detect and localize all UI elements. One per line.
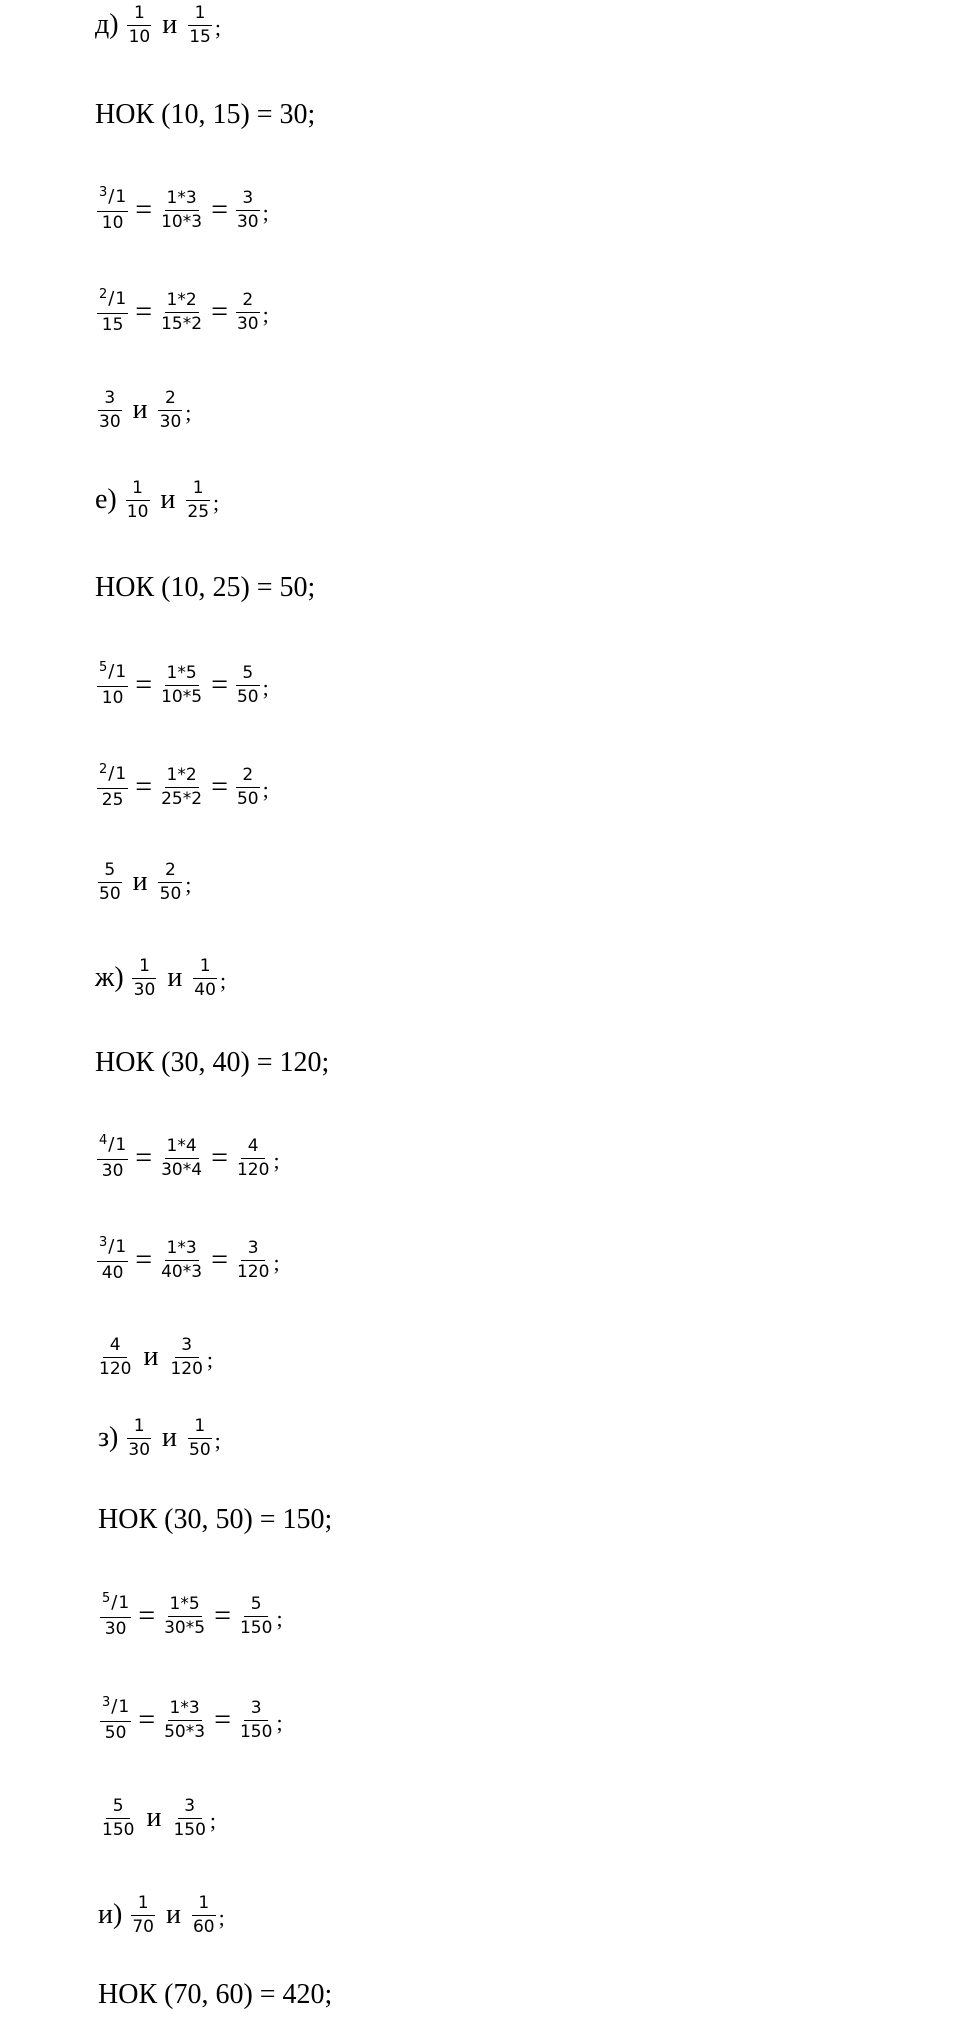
- fraction: [97, 660, 128, 708]
- lcm-text: НОК (30, 50) = 150;: [98, 1504, 333, 1535]
- fraction-numerator: 2: [236, 292, 260, 313]
- line-terminator: ;: [262, 302, 269, 327]
- fraction: [127, 2, 153, 47]
- fraction-denominator: 30: [159, 411, 182, 432]
- equals-sign: =: [211, 770, 228, 803]
- fraction-denominator: 30: [133, 979, 156, 1000]
- fraction: [187, 2, 213, 47]
- conversion-line: [98, 1590, 283, 1642]
- fraction: [97, 859, 123, 904]
- line-terminator: ;: [209, 1808, 217, 1833]
- fraction: [159, 289, 204, 334]
- fraction-denominator: 15: [189, 26, 211, 47]
- fraction-slash: /: [108, 763, 115, 784]
- lcm-text: НОК (10, 25) = 50;: [95, 572, 316, 603]
- equals-sign: =: [138, 1703, 156, 1736]
- fraction-denominator: 120: [170, 1358, 203, 1379]
- fraction-denominator: 25: [101, 790, 124, 810]
- fraction: [238, 1697, 274, 1742]
- fraction-denominator: 70: [132, 1916, 154, 1937]
- fraction-denominator: 50: [236, 788, 259, 809]
- fraction-denominator: 150: [173, 1819, 206, 1840]
- lcm-text: НОК (10, 15) = 30;: [95, 99, 316, 130]
- equals-sign: =: [135, 668, 153, 701]
- fraction: [97, 387, 123, 432]
- fraction-numerator: 1: [188, 1418, 212, 1439]
- fraction-numerator: 2: [236, 767, 260, 788]
- fraction: [158, 859, 184, 904]
- numerator-multiplier: 5: [102, 1591, 111, 1606]
- fraction: [171, 1795, 207, 1840]
- fraction: [235, 764, 261, 809]
- fraction: [235, 187, 261, 232]
- fraction-denominator: 10: [101, 213, 124, 233]
- line-terminator: ;: [185, 400, 192, 425]
- task-label: е): [95, 484, 117, 515]
- fraction: [130, 1892, 156, 1937]
- line-terminator: ;: [214, 15, 221, 40]
- fraction-denominator: 10*3: [161, 211, 203, 232]
- line-terminator: ;: [219, 968, 227, 993]
- fraction-numerator: 1: [126, 480, 150, 501]
- fraction: [168, 1334, 204, 1379]
- fraction-denominator: 50: [99, 883, 121, 904]
- equals-sign: =: [214, 1703, 231, 1736]
- fraction-numerator: 1: [193, 958, 217, 979]
- fraction-denominator: 15: [101, 315, 124, 335]
- numerator-value: 1: [118, 1697, 130, 1717]
- lcm-line: [95, 1037, 329, 1089]
- fraction-numerator: 2: [158, 390, 182, 411]
- fraction-denominator: 120: [236, 1261, 270, 1282]
- fraction-numerator: 3: [98, 390, 122, 411]
- fraction-numerator: 1*3: [168, 1700, 202, 1721]
- fraction: [162, 1697, 207, 1742]
- task-line: [95, 0, 221, 51]
- fraction-numerator: [97, 1235, 128, 1262]
- result-line: [95, 384, 191, 436]
- conjunction: и: [143, 1341, 159, 1372]
- fraction: [97, 1235, 128, 1283]
- fraction-numerator: [97, 287, 128, 314]
- fraction-denominator: 30*4: [161, 1159, 203, 1180]
- fraction-denominator: 120: [99, 1358, 132, 1379]
- fraction: [238, 1593, 274, 1638]
- equals-sign: =: [138, 1599, 156, 1632]
- fraction-numerator: [97, 762, 128, 789]
- fraction-denominator: 30: [104, 1619, 127, 1639]
- fraction: [187, 1415, 213, 1460]
- fraction-denominator: 50: [159, 883, 182, 904]
- conjunction: и: [167, 962, 183, 993]
- result-line: [95, 856, 191, 908]
- fraction-numerator: [97, 660, 128, 687]
- fraction-numerator: [100, 1591, 131, 1618]
- line-terminator: ;: [213, 490, 220, 515]
- numerator-multiplier: 5: [99, 660, 108, 675]
- result-line: [95, 1331, 213, 1383]
- fraction: [159, 187, 204, 232]
- fraction-numerator: 1: [132, 958, 156, 979]
- fraction-numerator: 4: [103, 1337, 127, 1358]
- line-terminator: ;: [262, 777, 269, 802]
- fraction-numerator: 1*4: [165, 1138, 199, 1159]
- fraction-numerator: 3: [241, 1240, 265, 1261]
- equals-sign: =: [135, 193, 153, 226]
- fraction: [235, 289, 261, 334]
- lcm-line: [98, 1969, 332, 2021]
- fraction-denominator: 150: [102, 1819, 135, 1840]
- fraction-denominator: 30*5: [164, 1617, 206, 1638]
- fraction-numerator: 5: [98, 862, 122, 883]
- fraction-slash: /: [108, 1236, 115, 1257]
- fraction-denominator: 25: [187, 501, 210, 522]
- numerator-value: 1: [115, 187, 127, 207]
- fraction: [185, 477, 211, 522]
- fraction-denominator: 15*2: [161, 313, 203, 334]
- fraction: [100, 1695, 131, 1743]
- fraction-numerator: 1: [186, 480, 210, 501]
- line-terminator: ;: [276, 1710, 283, 1735]
- lcm-line: [98, 1494, 332, 1546]
- equals-sign: =: [211, 1141, 228, 1174]
- numerator-value: 1: [115, 1135, 127, 1155]
- fraction-slash: /: [111, 1696, 118, 1717]
- fraction: [100, 1591, 131, 1639]
- numerator-value: 1: [115, 662, 127, 682]
- fraction-denominator: 50: [189, 1439, 211, 1460]
- conjunction: и: [162, 1422, 178, 1453]
- fraction: [132, 955, 158, 1000]
- conjunction: и: [165, 1899, 181, 1930]
- fraction-numerator: [100, 1695, 131, 1722]
- numerator-value: 1: [115, 1237, 127, 1257]
- equals-sign: =: [214, 1599, 231, 1632]
- fraction-numerator: 1*3: [165, 190, 199, 211]
- fraction-slash: /: [108, 288, 115, 309]
- fraction: [235, 1135, 271, 1180]
- numerator-value: 1: [115, 764, 127, 784]
- conversion-line: [95, 286, 269, 338]
- fraction: [192, 955, 218, 1000]
- task-label: д): [95, 9, 119, 40]
- fraction-denominator: 10*5: [161, 686, 203, 707]
- fraction-slash: /: [108, 1134, 115, 1155]
- fraction: [97, 762, 128, 810]
- conversion-line: [95, 1132, 280, 1184]
- conversion-line: [95, 659, 269, 711]
- fraction: [159, 1135, 204, 1180]
- conversion-line: [95, 1234, 280, 1286]
- task-label: з): [98, 1422, 119, 1453]
- fraction-numerator: 3: [175, 1337, 199, 1358]
- line-terminator: ;: [276, 1606, 283, 1631]
- fraction-numerator: 1: [188, 5, 212, 26]
- task-line: [95, 952, 226, 1004]
- fraction-numerator: 1: [127, 1418, 151, 1439]
- fraction-denominator: 40: [194, 979, 216, 1000]
- fraction-numerator: 1: [131, 1895, 155, 1916]
- fraction-numerator: 1: [127, 5, 151, 26]
- numerator-multiplier: 2: [99, 287, 108, 302]
- fraction-denominator: 50: [104, 1723, 127, 1743]
- fraction-denominator: 30: [101, 1161, 124, 1181]
- fraction-denominator: 30: [236, 211, 259, 232]
- conjunction: и: [160, 484, 176, 515]
- fraction: [126, 1415, 152, 1460]
- fraction-numerator: 2: [158, 862, 182, 883]
- fraction: [235, 1237, 271, 1282]
- fraction: [158, 387, 184, 432]
- fraction-denominator: 10: [126, 501, 149, 522]
- fraction-denominator: 150: [239, 1617, 273, 1638]
- numerator-multiplier: 3: [99, 1235, 108, 1250]
- fraction: [159, 1237, 204, 1282]
- fraction-numerator: 1*2: [165, 292, 199, 313]
- fraction-denominator: 50: [236, 686, 259, 707]
- fraction: [100, 1795, 136, 1840]
- fraction: [97, 1133, 128, 1181]
- fraction-denominator: 40*3: [161, 1261, 203, 1282]
- fraction-numerator: 1*5: [165, 665, 199, 686]
- fraction: [125, 477, 151, 522]
- fraction: [235, 662, 261, 707]
- fraction: [159, 764, 204, 809]
- fraction-numerator: 1*2: [165, 767, 199, 788]
- fraction-denominator: 120: [236, 1159, 270, 1180]
- line-terminator: ;: [214, 1428, 221, 1453]
- fraction-denominator: 60: [192, 1916, 215, 1937]
- conjunction: и: [132, 866, 148, 897]
- fraction-numerator: 3: [178, 1798, 202, 1819]
- fraction-numerator: 5: [106, 1798, 130, 1819]
- equals-sign: =: [211, 295, 228, 328]
- equals-sign: =: [135, 770, 153, 803]
- fraction-denominator: 40: [101, 1263, 124, 1283]
- fraction-numerator: 5: [244, 1596, 268, 1617]
- fraction-numerator: 5: [236, 665, 260, 686]
- fraction-numerator: 1: [192, 1895, 216, 1916]
- equals-sign: =: [211, 668, 228, 701]
- numerator-multiplier: 4: [99, 1133, 108, 1148]
- fraction-numerator: 4: [241, 1138, 265, 1159]
- task-label: ж): [95, 962, 124, 993]
- task-line: [95, 474, 219, 526]
- fraction-numerator: [97, 185, 128, 212]
- line-terminator: ;: [273, 1250, 280, 1275]
- fraction: [162, 1593, 207, 1638]
- fraction-denominator: 30: [128, 1439, 151, 1460]
- equals-sign: =: [211, 193, 228, 226]
- fraction-denominator: 50*3: [164, 1721, 206, 1742]
- equals-sign: =: [135, 295, 153, 328]
- fraction: [191, 1892, 217, 1937]
- equals-sign: =: [135, 1243, 153, 1276]
- fraction-denominator: 150: [239, 1721, 273, 1742]
- fraction-slash: /: [108, 661, 115, 682]
- lcm-line: [95, 89, 315, 141]
- numerator-multiplier: 2: [99, 762, 108, 777]
- fraction-slash: /: [108, 186, 115, 207]
- conversion-line: [95, 184, 269, 236]
- task-line: [98, 1412, 221, 1464]
- lcm-text: НОК (70, 60) = 420;: [98, 1979, 333, 2010]
- line-terminator: ;: [218, 1905, 225, 1930]
- fraction: [159, 662, 204, 707]
- line-terminator: ;: [262, 200, 269, 225]
- line-terminator: ;: [262, 675, 269, 700]
- equals-sign: =: [211, 1243, 228, 1276]
- line-terminator: ;: [206, 1347, 214, 1372]
- result-line: [98, 1792, 216, 1844]
- equals-sign: =: [135, 1141, 153, 1174]
- fraction: [97, 1334, 133, 1379]
- conjunction: и: [162, 9, 178, 40]
- lcm-line: [95, 562, 315, 614]
- fraction-denominator: 10: [128, 26, 151, 47]
- fraction-denominator: 30: [99, 411, 121, 432]
- fraction-numerator: 3: [244, 1700, 268, 1721]
- lcm-text: НОК (30, 40) = 120;: [95, 1047, 330, 1078]
- task-label: и): [98, 1899, 123, 1930]
- fraction: [97, 287, 128, 335]
- task-line: [98, 1889, 225, 1941]
- fraction: [97, 185, 128, 233]
- conversion-line: [95, 761, 269, 813]
- numerator-value: 1: [118, 1593, 130, 1613]
- fraction-numerator: [97, 1133, 128, 1160]
- numerator-value: 1: [115, 289, 127, 309]
- fraction-numerator: 3: [236, 190, 260, 211]
- fraction-numerator: 1*3: [165, 1240, 199, 1261]
- fraction-slash: /: [111, 1592, 118, 1613]
- fraction-denominator: 10: [101, 688, 124, 708]
- numerator-multiplier: 3: [102, 1695, 111, 1710]
- numerator-multiplier: 3: [99, 185, 108, 200]
- fraction-denominator: 25*2: [161, 788, 203, 809]
- conjunction: и: [146, 1802, 162, 1833]
- line-terminator: ;: [185, 872, 192, 897]
- conversion-line: [98, 1694, 283, 1746]
- fraction-numerator: 1*5: [168, 1596, 202, 1617]
- conjunction: и: [132, 394, 148, 425]
- line-terminator: ;: [273, 1148, 280, 1173]
- fraction-denominator: 30: [236, 313, 259, 334]
